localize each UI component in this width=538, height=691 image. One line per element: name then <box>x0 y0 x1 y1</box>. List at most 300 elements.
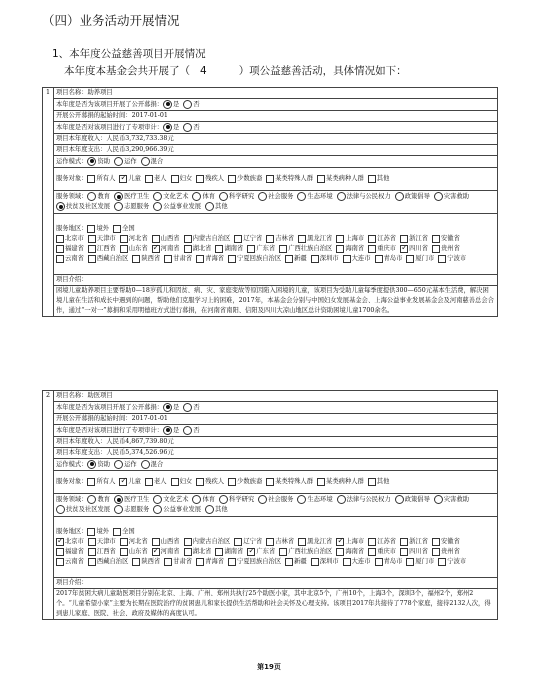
region-option[interactable] <box>336 244 364 254</box>
region-option-label: 江苏省 <box>377 538 397 545</box>
checkbox[interactable] <box>279 245 287 253</box>
region-option[interactable] <box>432 547 460 557</box>
target-option-label: 残疾人 <box>205 175 225 182</box>
checkbox[interactable] <box>343 558 351 566</box>
region-option[interactable] <box>88 547 116 557</box>
checkbox[interactable] <box>87 478 95 486</box>
public-no-option[interactable] <box>183 100 199 110</box>
radio-button[interactable] <box>114 460 123 469</box>
region-option[interactable] <box>120 537 148 547</box>
project-table-2 <box>42 390 498 620</box>
region-option[interactable] <box>88 234 116 244</box>
checkbox[interactable] <box>184 235 192 243</box>
checkbox[interactable] <box>113 528 121 536</box>
checkbox[interactable] <box>375 558 383 566</box>
radio-button[interactable] <box>141 157 150 166</box>
start-label: 开展公开募捐的起始时间： <box>56 112 132 119</box>
checkbox[interactable] <box>164 558 172 566</box>
radio-button[interactable] <box>114 495 123 504</box>
target-option-label: 老人 <box>153 175 167 182</box>
region-option[interactable] <box>88 537 116 547</box>
region-option-label: 辽宁省 <box>243 235 263 242</box>
checkbox[interactable] <box>432 548 440 556</box>
checkbox[interactable] <box>56 558 64 566</box>
radio-button[interactable] <box>153 202 162 211</box>
radio-button[interactable] <box>87 460 96 469</box>
radio-button[interactable] <box>434 192 443 201</box>
region-option[interactable] <box>247 244 275 254</box>
checkbox[interactable] <box>279 548 287 556</box>
target-option[interactable] <box>171 174 193 184</box>
radio-button[interactable] <box>183 403 192 412</box>
table-row <box>43 402 498 414</box>
checkbox[interactable] <box>311 255 319 263</box>
region-option-label: 深圳市 <box>319 558 339 565</box>
field-option[interactable] <box>434 495 469 505</box>
checkbox[interactable] <box>336 548 344 556</box>
region-option-label: 云南省 <box>65 255 84 262</box>
checkbox[interactable] <box>184 245 192 253</box>
checkbox[interactable] <box>196 175 204 183</box>
checkbox[interactable] <box>400 245 408 253</box>
target-option[interactable] <box>266 174 313 184</box>
radio-button[interactable] <box>434 495 443 504</box>
checkbox[interactable] <box>88 255 96 263</box>
radio-button[interactable] <box>183 426 192 435</box>
scope-option[interactable] <box>113 224 135 234</box>
checkbox[interactable] <box>132 255 140 263</box>
radio-button[interactable] <box>87 495 96 504</box>
region-option-label: 天津市 <box>96 235 116 242</box>
field-option[interactable] <box>192 495 215 505</box>
region-option[interactable] <box>164 557 192 567</box>
mode-assets-option[interactable] <box>87 157 110 167</box>
region-option[interactable] <box>56 254 84 264</box>
checkbox[interactable] <box>234 235 242 243</box>
region-option[interactable] <box>196 254 224 264</box>
region-option[interactable] <box>234 234 262 244</box>
radio-button[interactable] <box>258 495 267 504</box>
radio-button[interactable] <box>163 123 172 132</box>
region-option[interactable] <box>164 254 192 264</box>
checkbox[interactable] <box>120 548 128 556</box>
summary-line <box>64 63 407 78</box>
region-option[interactable] <box>132 557 160 567</box>
region-option[interactable] <box>343 557 371 567</box>
target-option[interactable] <box>196 174 224 184</box>
target-option[interactable] <box>368 477 390 487</box>
region-option[interactable] <box>311 557 339 567</box>
radio-button[interactable] <box>395 192 404 201</box>
region-option[interactable] <box>56 244 84 254</box>
target-option[interactable] <box>119 477 141 487</box>
radio-button[interactable] <box>258 192 267 201</box>
target-option[interactable] <box>368 174 390 184</box>
region-option[interactable] <box>88 244 116 254</box>
checkbox[interactable] <box>336 235 344 243</box>
checkbox[interactable] <box>285 255 293 263</box>
checkbox[interactable] <box>119 175 127 183</box>
radio-button[interactable] <box>337 192 346 201</box>
checkbox[interactable] <box>228 175 236 183</box>
region-option[interactable] <box>368 234 396 244</box>
mode-operate-option[interactable] <box>114 157 137 167</box>
field-option-label: 教育 <box>97 193 111 200</box>
region-option-label: 西藏自治区 <box>96 255 129 262</box>
field-option[interactable] <box>114 202 149 212</box>
region-option[interactable] <box>285 254 307 264</box>
checkbox[interactable] <box>56 235 64 243</box>
target-option[interactable] <box>317 477 364 487</box>
expense-label: 项目本年度支出： <box>56 146 107 153</box>
mode-mixed-option[interactable] <box>141 460 164 470</box>
field-option[interactable] <box>337 192 391 202</box>
field-option[interactable] <box>395 495 430 505</box>
checkbox[interactable] <box>152 548 160 556</box>
income-value: 人民币4,867,739.80元 <box>106 438 174 445</box>
checkbox[interactable] <box>171 478 179 486</box>
checkbox[interactable] <box>400 538 408 546</box>
checkbox[interactable] <box>368 548 376 556</box>
field-option[interactable] <box>219 495 254 505</box>
checkbox[interactable] <box>196 558 204 566</box>
region-option[interactable] <box>266 537 294 547</box>
region-option[interactable] <box>266 234 294 244</box>
radio-button[interactable] <box>297 192 306 201</box>
region-option-label: 青岛市 <box>383 255 403 262</box>
checkbox[interactable] <box>56 255 64 263</box>
radio-button[interactable] <box>56 202 65 211</box>
region-option[interactable] <box>375 557 403 567</box>
checkbox[interactable] <box>120 538 128 546</box>
checkbox[interactable] <box>432 245 440 253</box>
region-option[interactable] <box>184 537 231 547</box>
radio-button[interactable] <box>205 505 214 514</box>
region-option[interactable] <box>88 557 128 567</box>
radio-button[interactable] <box>205 202 214 211</box>
region-option[interactable] <box>285 557 307 567</box>
checkbox[interactable] <box>375 255 383 263</box>
region-option[interactable] <box>184 244 212 254</box>
target-option[interactable] <box>317 174 364 184</box>
target-option[interactable] <box>87 477 115 487</box>
region-option[interactable] <box>247 547 275 557</box>
radio-button[interactable] <box>114 157 123 166</box>
checkbox[interactable] <box>88 538 96 546</box>
checkbox[interactable] <box>368 245 376 253</box>
region-option[interactable] <box>120 234 148 244</box>
region-option[interactable] <box>432 234 460 244</box>
checkbox[interactable] <box>438 255 446 263</box>
audit-no-option[interactable] <box>183 426 199 436</box>
field-option[interactable] <box>395 192 430 202</box>
region-option[interactable] <box>215 547 243 557</box>
target-option[interactable] <box>228 477 262 487</box>
field-option[interactable] <box>153 495 188 505</box>
audit-no-option[interactable] <box>183 123 199 133</box>
checkbox[interactable] <box>196 478 204 486</box>
region-option[interactable] <box>400 547 428 557</box>
target-option[interactable] <box>145 477 167 487</box>
field-option[interactable] <box>297 192 332 202</box>
field-option-label: 志愿服务 <box>124 203 150 210</box>
field-option[interactable] <box>56 202 110 212</box>
table-row <box>43 459 498 471</box>
start-date: 2017-01-01 <box>131 112 168 119</box>
public-no-option[interactable] <box>183 403 199 413</box>
public-yes-option[interactable] <box>163 100 179 110</box>
field-option[interactable] <box>434 192 469 202</box>
checkbox[interactable] <box>87 175 95 183</box>
field-option-label: 其他 <box>215 506 228 513</box>
radio-button[interactable] <box>114 192 123 201</box>
radio-button[interactable] <box>114 202 123 211</box>
checkbox[interactable] <box>266 478 274 486</box>
region-option[interactable] <box>56 557 84 567</box>
checkbox[interactable] <box>56 245 64 253</box>
region-option[interactable] <box>120 244 148 254</box>
checkbox[interactable] <box>266 175 274 183</box>
radio-button[interactable] <box>219 495 228 504</box>
radio-button[interactable] <box>153 495 162 504</box>
region-option[interactable] <box>368 244 396 254</box>
region-option[interactable] <box>400 537 428 547</box>
checkbox[interactable] <box>215 245 223 253</box>
checkbox[interactable] <box>368 175 376 183</box>
field-option[interactable] <box>153 202 201 212</box>
radio-button[interactable] <box>163 100 172 109</box>
region-option[interactable] <box>311 254 339 264</box>
region-option[interactable] <box>438 557 466 567</box>
project-name: 助医项目 <box>87 392 113 399</box>
audit-label: 本年度是否对该项目进行了专项审计： <box>56 426 164 434</box>
mode-assets-option[interactable] <box>87 460 110 470</box>
checkbox[interactable] <box>400 235 408 243</box>
field-option[interactable] <box>219 192 254 202</box>
radio-button[interactable] <box>56 505 65 514</box>
checkbox[interactable] <box>438 558 446 566</box>
region-option[interactable] <box>132 254 160 264</box>
target-option[interactable] <box>145 174 167 184</box>
region-option[interactable] <box>400 244 428 254</box>
field-option-label: 科学研究 <box>229 193 255 200</box>
region-option[interactable] <box>215 244 243 254</box>
field-option[interactable] <box>114 505 149 515</box>
checkbox[interactable] <box>87 528 95 536</box>
checkbox[interactable] <box>56 538 64 546</box>
region-option[interactable] <box>152 547 180 557</box>
target-option[interactable] <box>228 174 262 184</box>
region-option[interactable] <box>184 547 212 557</box>
target-option[interactable] <box>171 477 193 487</box>
checkbox[interactable] <box>247 548 255 556</box>
checkbox[interactable] <box>336 538 344 546</box>
field-option[interactable] <box>114 495 149 505</box>
radio-button[interactable] <box>87 157 96 166</box>
field-option[interactable] <box>192 192 215 202</box>
region-option[interactable] <box>228 557 281 567</box>
target-option-label: 所有人 <box>96 478 116 485</box>
region-option[interactable] <box>56 547 84 557</box>
target-option[interactable] <box>87 174 115 184</box>
region-option-label: 山西省 <box>160 235 180 242</box>
checkbox[interactable] <box>215 548 223 556</box>
checkbox[interactable] <box>88 235 96 243</box>
radio-button[interactable] <box>297 495 306 504</box>
checkbox[interactable] <box>88 548 96 556</box>
checkbox[interactable] <box>152 245 160 253</box>
checkbox[interactable] <box>336 245 344 253</box>
checkbox[interactable] <box>406 558 414 566</box>
scope-option[interactable] <box>87 224 109 234</box>
checkbox[interactable] <box>184 548 192 556</box>
checkbox[interactable] <box>88 245 96 253</box>
region-option[interactable] <box>279 547 332 557</box>
public-label: 本年度是否为该项目开展了公开募捐： <box>56 100 164 108</box>
checkbox[interactable] <box>234 538 242 546</box>
checkbox[interactable] <box>120 245 128 253</box>
field-option[interactable] <box>87 495 110 505</box>
radio-button[interactable] <box>153 505 162 514</box>
radio-button[interactable] <box>87 192 96 201</box>
audit-yes-option[interactable] <box>163 426 179 436</box>
radio-button[interactable] <box>192 192 201 201</box>
radio-button[interactable] <box>114 505 123 514</box>
checkbox[interactable] <box>120 235 128 243</box>
region-option[interactable] <box>88 254 128 264</box>
checkbox[interactable] <box>184 538 192 546</box>
region-option[interactable] <box>368 537 396 547</box>
scope-option[interactable] <box>113 527 135 537</box>
region-option[interactable] <box>336 547 364 557</box>
table-row <box>43 414 498 425</box>
checkbox[interactable] <box>266 538 274 546</box>
field-option[interactable] <box>258 192 293 202</box>
region-option[interactable] <box>432 537 460 547</box>
region-option[interactable] <box>298 537 332 547</box>
checkbox[interactable] <box>171 175 179 183</box>
radio-button[interactable] <box>395 495 404 504</box>
checkbox[interactable] <box>432 235 440 243</box>
region-option[interactable] <box>298 234 332 244</box>
region-option[interactable] <box>336 234 364 244</box>
field-option[interactable] <box>87 192 110 202</box>
region-option[interactable] <box>184 234 231 244</box>
field-option[interactable] <box>153 505 201 515</box>
field-option[interactable] <box>56 505 110 515</box>
checkbox[interactable] <box>152 235 160 243</box>
checkbox[interactable] <box>343 255 351 263</box>
checkbox[interactable] <box>432 538 440 546</box>
scope-option[interactable] <box>87 527 109 537</box>
field-option[interactable] <box>114 192 149 202</box>
checkbox[interactable] <box>317 478 325 486</box>
checkbox[interactable] <box>228 558 236 566</box>
mode-operate-option[interactable] <box>114 460 137 470</box>
region-option[interactable] <box>279 244 332 254</box>
checkbox[interactable] <box>152 538 160 546</box>
region-option[interactable] <box>56 537 84 547</box>
field-option[interactable] <box>337 495 391 505</box>
radio-button[interactable] <box>219 192 228 201</box>
scope-option-label: 境外 <box>96 225 110 232</box>
target-option[interactable] <box>119 174 141 184</box>
checkbox[interactable] <box>113 225 121 233</box>
checkbox[interactable] <box>228 478 236 486</box>
checkbox[interactable] <box>119 478 127 486</box>
target-option[interactable] <box>196 477 224 487</box>
region-option[interactable] <box>438 254 466 264</box>
radio-button[interactable] <box>183 123 192 132</box>
region-option[interactable] <box>152 244 180 254</box>
radio-button[interactable] <box>153 192 162 201</box>
checkbox[interactable] <box>298 235 306 243</box>
region-option[interactable] <box>432 244 460 254</box>
checkbox[interactable] <box>298 538 306 546</box>
region-option[interactable] <box>406 254 434 264</box>
public-yes-option[interactable] <box>163 403 179 413</box>
checkbox[interactable] <box>247 245 255 253</box>
field-option[interactable] <box>297 495 332 505</box>
checkbox[interactable] <box>88 558 96 566</box>
checkbox[interactable] <box>285 558 293 566</box>
checkbox[interactable] <box>406 255 414 263</box>
region-option[interactable] <box>336 537 364 547</box>
checkbox[interactable] <box>87 225 95 233</box>
radio-button[interactable] <box>163 426 172 435</box>
project-table-1 <box>42 87 498 317</box>
checkbox[interactable] <box>164 255 172 263</box>
radio-button[interactable] <box>337 495 346 504</box>
checkbox[interactable] <box>228 255 236 263</box>
radio-button[interactable] <box>192 495 201 504</box>
checkbox[interactable] <box>368 538 376 546</box>
checkbox[interactable] <box>368 235 376 243</box>
radio-button[interactable] <box>163 403 172 412</box>
field-cell <box>54 99 498 111</box>
field-option[interactable] <box>258 495 293 505</box>
region-option[interactable] <box>368 547 396 557</box>
field-option[interactable] <box>205 202 228 212</box>
field-option[interactable] <box>153 192 188 202</box>
field-option[interactable] <box>205 505 228 515</box>
audit-yes-option[interactable] <box>163 123 179 133</box>
mode-mixed-option[interactable] <box>141 157 164 167</box>
checkbox[interactable] <box>400 548 408 556</box>
field-cell <box>54 122 498 134</box>
checkbox[interactable] <box>368 478 376 486</box>
target-option[interactable] <box>266 477 313 487</box>
radio-button[interactable] <box>141 460 150 469</box>
checkbox[interactable] <box>317 175 325 183</box>
region-option-label: 上海市 <box>345 538 365 545</box>
checkbox[interactable] <box>311 558 319 566</box>
checkbox[interactable] <box>145 478 153 486</box>
region-option[interactable] <box>196 557 224 567</box>
checkbox[interactable] <box>132 558 140 566</box>
region-option[interactable] <box>343 254 371 264</box>
radio-button[interactable] <box>183 100 192 109</box>
region-option[interactable] <box>228 254 281 264</box>
checkbox[interactable] <box>145 175 153 183</box>
region-option[interactable] <box>56 234 84 244</box>
checkbox[interactable] <box>266 235 274 243</box>
checkbox[interactable] <box>196 255 204 263</box>
region-option[interactable] <box>375 254 403 264</box>
region-option[interactable] <box>406 557 434 567</box>
checkbox[interactable] <box>56 548 64 556</box>
region-option[interactable] <box>120 547 148 557</box>
